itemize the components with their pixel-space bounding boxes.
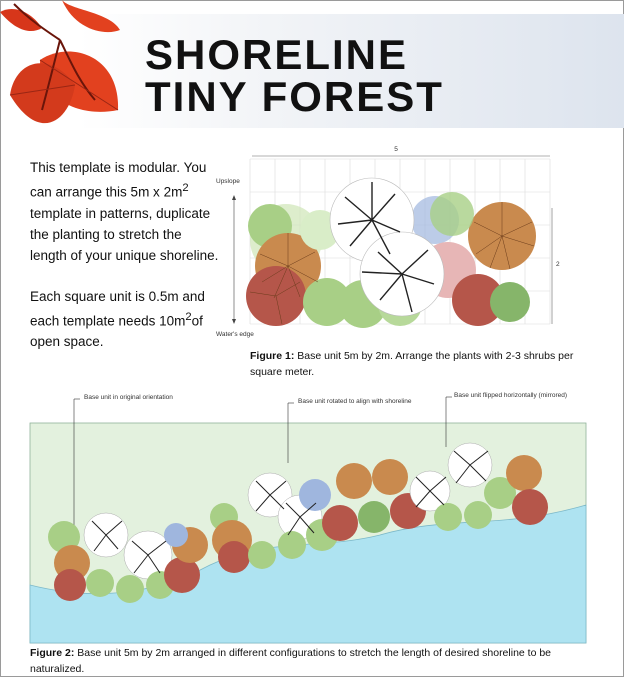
dim-side-label: 2: [556, 261, 560, 268]
red-leaves-illustration: [0, 0, 140, 150]
intro-text-2b: of open space.: [30, 313, 203, 349]
figure-2-caption-label: Figure 2:: [30, 647, 75, 659]
title-line-1: SHORELINE: [145, 31, 409, 78]
callout-original-text: Base unit in original orientation: [84, 394, 173, 401]
dim-top-label: 5: [394, 146, 398, 153]
intro-sup-1: 2: [182, 182, 189, 194]
figure-1-caption-label: Figure 1:: [250, 350, 295, 362]
figure-1-caption-text: Base unit 5m by 2m. Arrange the plants with 2-3 shrubs per square meter.: [250, 350, 574, 378]
figure-2-caption-text: Base unit 5m by 2m arranged in different configurations to stretch the length of desired shoreline to be naturalized.: [30, 647, 552, 675]
intro-text-1a: This template is modular. You can arrange this 5m x 2m: [30, 160, 207, 200]
upslope-label: Upslope: [216, 178, 240, 185]
intro-text-2a: Each square unit is 0.5m and each template needs 10m: [30, 288, 205, 328]
callout-original: [84, 394, 173, 401]
callout-mirrored-text: Base unit flipped horizontally (mirrored): [454, 392, 568, 399]
title-line-2: TINY FOREST: [145, 73, 444, 120]
callout-rotated: [298, 398, 412, 405]
intro-sup-2: 2: [185, 310, 192, 323]
page-title: [145, 31, 444, 120]
intro-text-1b: template in patterns, duplicate the planting to stretch the length of your unique shoreline.: [30, 205, 219, 263]
figure-2-caption: [30, 645, 600, 677]
callout-rotated-text: Base unit rotated to align with shoreline: [298, 398, 412, 405]
waters-edge-label: Water's edge: [216, 331, 254, 338]
figure-2-shoreline-layout: [0, 385, 624, 645]
figure-1-caption: [250, 348, 580, 380]
callout-mirrored: [454, 392, 567, 399]
figure-1-planting-plan: [190, 142, 560, 342]
